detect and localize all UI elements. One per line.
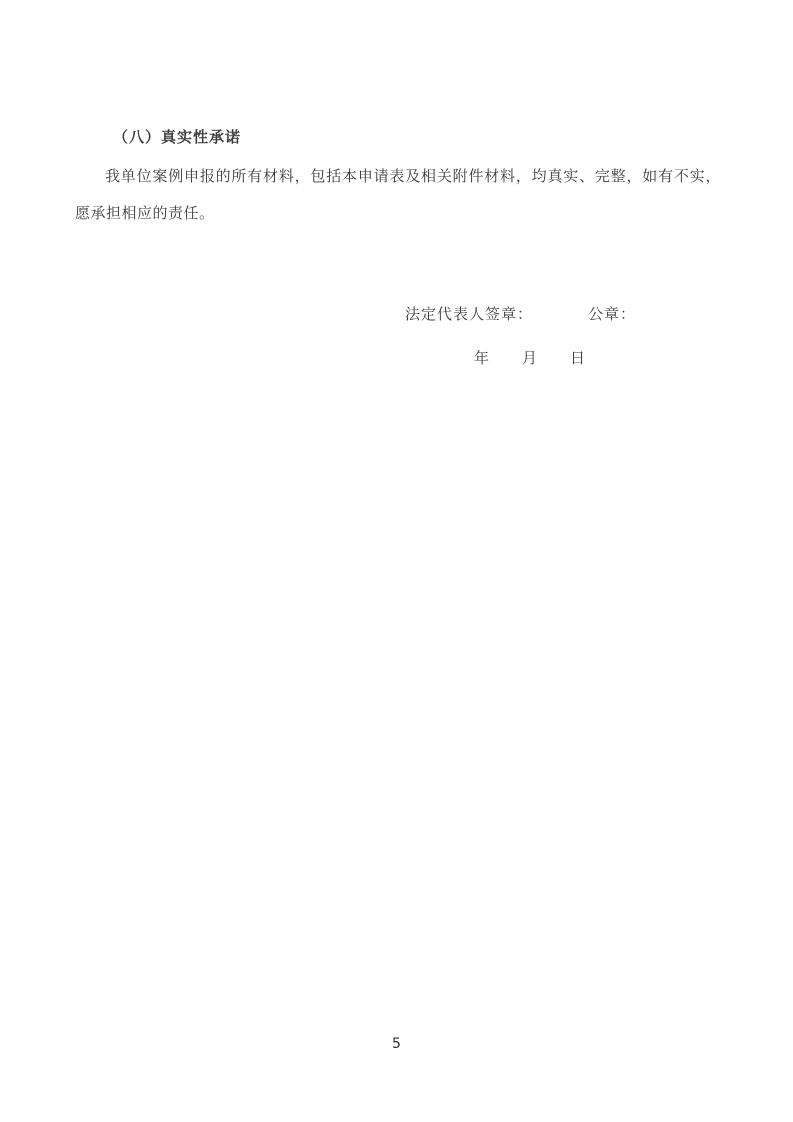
seal-label: 公章： bbox=[588, 305, 637, 323]
signature-label: 法定代表人签章： bbox=[405, 305, 534, 323]
date-line: 年 月 日 bbox=[474, 349, 587, 367]
body-paragraph: 我单位案例申报的所有材料，包括本申请表及相关附件材料，均真实、完整，如有不实，愿承担相应的责任。 bbox=[75, 167, 721, 222]
page-number: 5 bbox=[392, 1036, 401, 1052]
signature-row bbox=[0, 303, 793, 327]
section-heading: （八）真实性承诺 bbox=[113, 128, 242, 146]
